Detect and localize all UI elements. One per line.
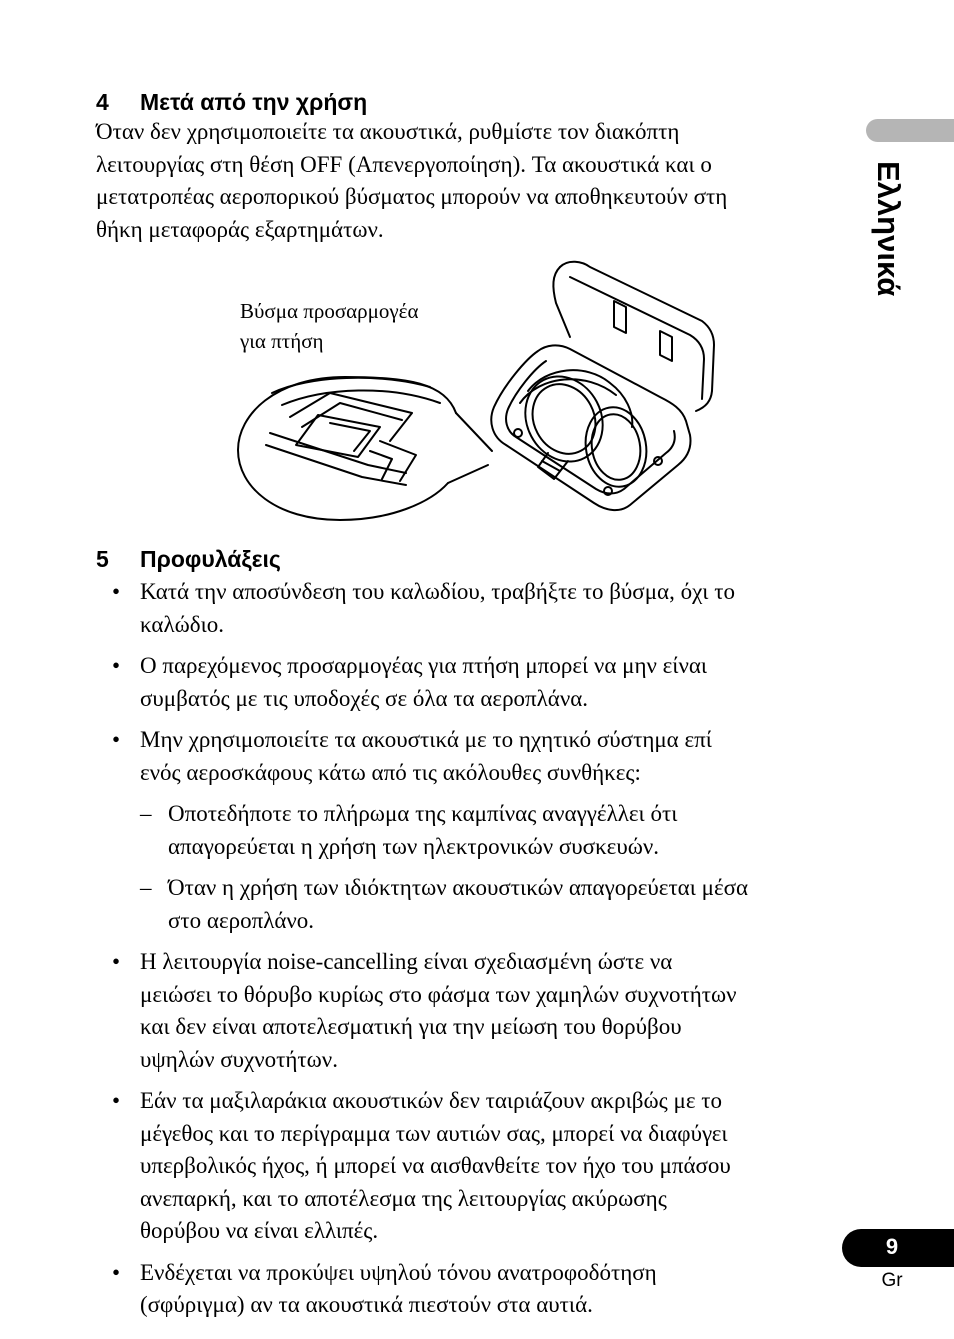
paragraph-line: λειτουργίας στη θέση OFF (Απενεργοποίηση). Τα ακουστικά και ο <box>96 151 712 177</box>
bullet-mark: • <box>112 1259 121 1285</box>
bullet-mark: • <box>112 1088 121 1113</box>
list-item-line: υψηλών συχνοτήτων. <box>140 1046 338 1072</box>
page-number: 9 <box>885 1234 899 1259</box>
list-item-line: Ενδέχεται να προκύψει υψηλού τόνου ανατροφοδότηση <box>140 1259 657 1285</box>
section-4-paragraph <box>96 116 846 246</box>
paragraph-line: θήκη μεταφοράς εξαρτημάτων. <box>96 216 384 242</box>
section-4-heading <box>96 88 367 116</box>
list-item-line: Όταν η χρήση των ιδιόκτητων ακουστικών απαγορεύεται μέσα <box>168 875 749 900</box>
list-item <box>96 576 846 641</box>
section-number: 5 <box>96 546 109 572</box>
language-tab <box>866 119 954 142</box>
section-number: 4 <box>96 89 109 115</box>
caption-line: για πτήση <box>240 329 324 353</box>
page-language-code: Gr <box>881 1270 903 1291</box>
list-item <box>96 1085 846 1248</box>
list-item-line: συμβατός με τις υποδοχές σε όλα τα αεροπλάνα. <box>140 685 589 711</box>
dash-mark: – <box>140 875 152 900</box>
list-item-line: απαγορεύεται η χρήση των ηλεκτρονικών συσκευών. <box>168 833 660 859</box>
list-item <box>96 946 846 1076</box>
list-item-line: Ο παρεχόμενος προσαρμογέας για πτήση μπορεί να μην είναι <box>140 653 708 678</box>
list-item-line: (σφύριγμα) αν τα ακουστικά πιεστούν στα αυτιά. <box>140 1292 593 1317</box>
bullet-mark: • <box>112 727 121 752</box>
language-label: Ελληνικά <box>871 161 906 297</box>
caption-line: Βύσμα προσαρμογέα <box>240 299 419 323</box>
list-item-line: Οποτεδήποτε το πλήρωμα της καμπίνας αναγγέλλει ότι <box>168 801 678 826</box>
list-item-line: Μην χρησιμοποιείτε τα ακουστικά με το ηχητικό σύστημα επί <box>140 727 712 752</box>
list-item-line: Η λειτουργία noise-cancelling είναι σχεδιασμένη ώστε να <box>140 949 673 974</box>
section-title: Προφυλάξεις <box>140 546 281 572</box>
list-item-line: θορύβου να είναι ελλιπές. <box>140 1218 379 1243</box>
list-item-line: μειώσει το θόρυβο κυρίως στο φάσμα των χαμηλών συχνοτήτων <box>140 981 737 1007</box>
list-item-line: Εάν τα μαξιλαράκια ακουστικών δεν ταιριάζουν ακριβώς με το <box>140 1088 722 1113</box>
list-item <box>96 724 846 789</box>
list-item <box>96 1257 846 1322</box>
carrying-case <box>491 262 714 510</box>
list-item <box>96 650 846 715</box>
paragraph-line: Όταν δεν χρησιμοποιείτε τα ακουστικά, ρυθμίστε τον διακόπτη <box>96 119 680 144</box>
bullet-mark: • <box>112 653 121 678</box>
section-5-heading <box>96 545 281 573</box>
magnified-plug-detail <box>238 377 492 520</box>
precautions-list <box>96 576 846 1331</box>
section-title: Μετά από την χρήση <box>140 89 368 115</box>
bullet-mark: • <box>112 949 121 974</box>
paragraph-line: μετατροπέας αεροπορικού βύσματος μπορούν να αποθηκευτούν στη <box>96 184 728 209</box>
list-item-line: υπερβολικός ήχος, ή μπορεί να αισθανθείτε τον ήχο του μπάσου <box>140 1153 731 1178</box>
sub-list-item <box>96 872 846 937</box>
dash-mark: – <box>140 801 152 826</box>
bullet-mark: • <box>112 579 121 604</box>
list-item-line: μέγεθος και το περίγραμμα των αυτιών σας, μπορεί να διαφύγει <box>140 1120 728 1146</box>
list-item-line: στο αεροπλάνο. <box>168 907 315 933</box>
list-item-line: ανεπαρκή, και το αποτέλεσμα της λειτουργίας ακύρωσης <box>140 1185 667 1211</box>
list-item-line: Κατά την αποσύνδεση του καλωδίου, τραβήξτε το βύσμα, όχι το <box>140 579 735 604</box>
list-item-line: καλώδιο. <box>140 611 225 637</box>
list-item-line: ενός αεροσκάφους κάτω από τις ακόλουθες συνθήκες: <box>140 759 641 785</box>
carrying-case-illustration <box>230 255 730 523</box>
list-item-line: και δεν είναι αποτελεσματική για την μείωση του θορύβου <box>140 1014 682 1039</box>
sub-list-item <box>96 798 846 863</box>
